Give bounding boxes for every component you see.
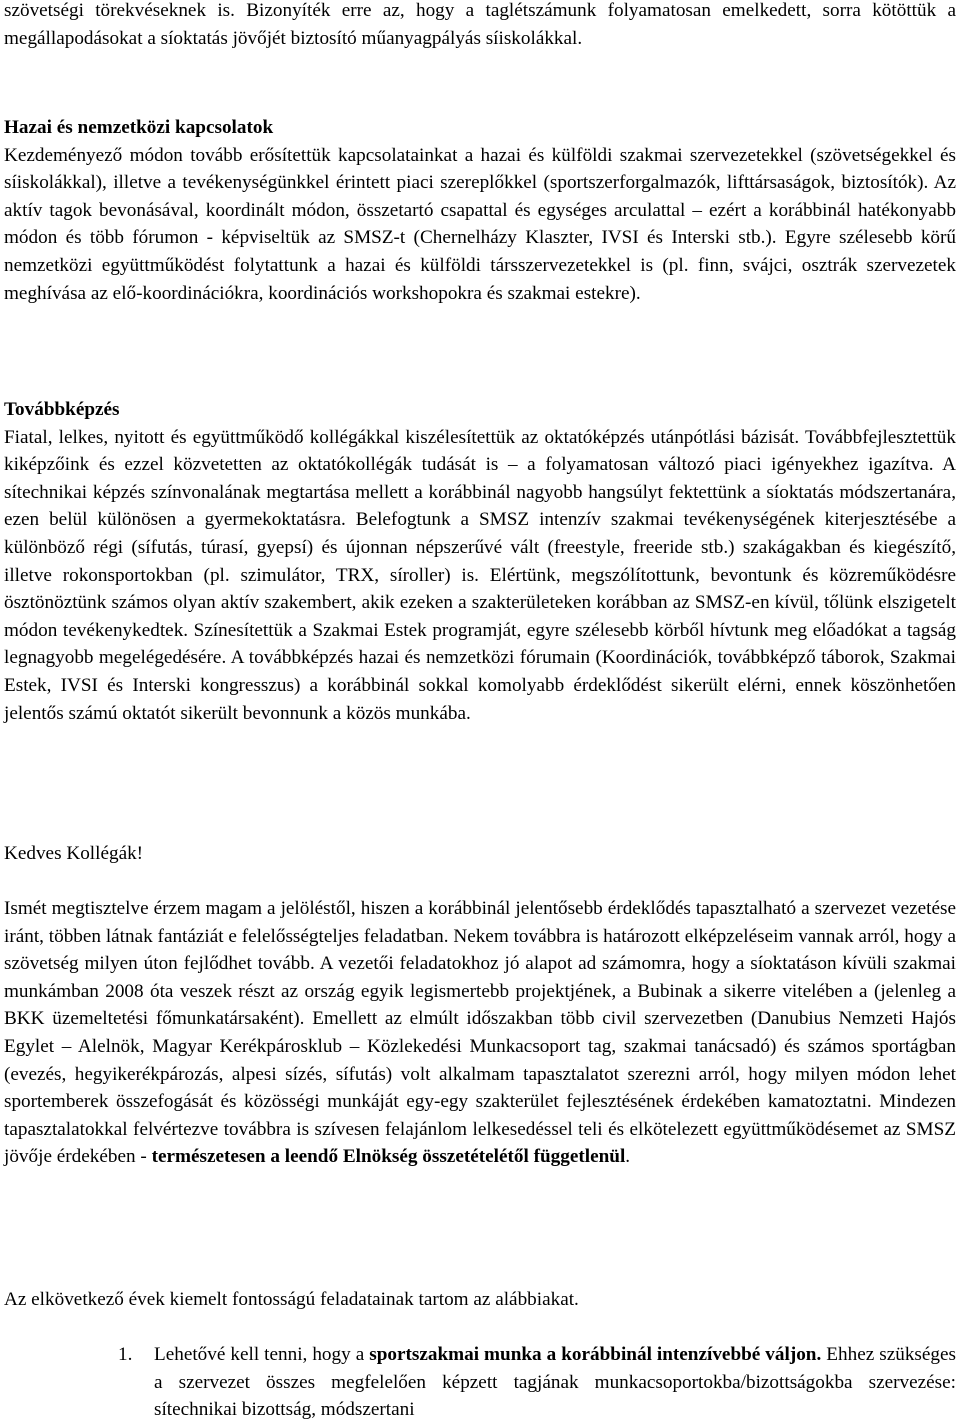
list-item-text bbox=[154, 1341, 956, 1424]
paragraph-text: Ismét megtisztelve érzem magam a jelöléstől, hiszen a korábbinál jelentősebb érdeklődés tapasztalható a szervezet vezetése iránt, többen látnak fantáziát e felelősségteljes feladatban. Nekem továbbra is határozott elképzeléseim vannak arról, hogy a szövetség milyen úton fejlődhet tovább. A vezetői feladatokhoz jó alapot ad számomra, hogy a síoktatáson kívüli szakmai munkámban 2008 óta veszek részt az ország egyik legismertebb projektjének, a Bubinak a sikerre vitelében a (jelenleg a BKK üzemeltetési főmunkatársaként). Emellett az elmúlt időszakban több civil szervezetben (Danubius Nemzeti Hajós Egylet – Alelnök, Magyar Kerékpárosklub – Közlekedési Munkacsoport tag, szakmai tanácsadó) és számos sportágban (evezés, hegyikerékpározás, alpesi sízés, sífutás) volt alkalmam tapasztalatot szerezni arról, hogy milyen módon lehet sportemberek összefogását és közösségi munkáját egy-egy szakterület fejlesztésének érdekében kamatoztatni. Mindezen tapasztalatokkal felvértezve továbbra is szívesen felajánlom lelkesedéssel teli és elkötelezett együttműködésemet az SMSZ jövője érdekében - bbox=[4, 898, 956, 1168]
section-heading: Továbbképzés bbox=[4, 399, 120, 420]
candidacy-paragraph bbox=[4, 895, 956, 1171]
list-text-pre: Lehetővé kell tenni, hogy a bbox=[154, 1344, 370, 1365]
section-heading: Hazai és nemzetközi kapcsolatok bbox=[4, 117, 274, 138]
section-body: Kezdeményező módon tovább erősítettük kapcsolatainkat a hazai és külföldi szakmai szervezetekkel (szövetségekkel és síiskolákkal), illetve a tevékenységünkkel érintett piaci szereplőkkel (sportszerforgalmazók, lifttársaságok, biztosítók). Az aktív tagok bevonásával, koordinált módon, összetartó csapattal és egységes arculattal – ezért a korábbinál hatékonyabb módon és több fórumon - képviseltük az SMSZ-t (Chernelházy Klaszter, IVSI és Interski stb.). Egyre szélesebb körű nemzetközi együttműködést folytattunk a hazai és külföldi társszervezetekkel is (pl. finn, svájci, osztrák szervezetek meghívása az elő-koordinációkra, koordinációs workshopokra és szakmai estekre). bbox=[4, 144, 956, 304]
list-item bbox=[118, 1341, 956, 1424]
tasks-intro: Az elkövetkező évek kiemelt fontosságú feladatainak tartom az alábbiakat. bbox=[4, 1289, 579, 1310]
paragraph-end: . bbox=[625, 1146, 631, 1168]
section-body: Fiatal, lelkes, nyitott és együttműködő kollégákkal kiszélesítettük az oktatóképzés utánpótlási bázisát. Továbbfejlesztettük kiképzőink és ezzel közvetetten az oktatókollégák tudását is – a folyamatosan változó piaci igényekhez igazítva. A sítechnikai képzés színvonalának megtartása mellett a korábbinál nagyobb hangsúlyt fektettünk a síoktatás módszertanára, ezen belül különösen a gyermekoktatásra. Belefogtunk a SMSZ intenzív szakmai tevékenységének kiterjesztésébe a különböző régi (sífutás, túrasí, gyepsí) és újonnan népszerűvé vált (freestyle, freeride stb.) szakágakban és kiegészítő, illetve rokonsportokban (pl. szimulátor, TRX, síroller) is. Elértünk, megszólítottunk, bevontunk és közreműködésre ösztönöztünk számos olyan aktív szakembert, akik ezeken a szakterületeken korábban az SMSZ-en kívül, tőlünk elszigetelt módon tevékenykedtek. Színesítettük a Szakmai Estek programját, egyre szélesebb körből hívtunk meg előadókat a tagság legnagyobb megelégedésére. A továbbképzés hazai és nemzetközi fórumain (Koordinációk, továbbképző táborok, Szakmai Estek, IVSI és Interski kongresszus) a korábbinál sokkal komolyabb érdeklődést sikerült elérni, ennek köszönhetően jelentős számú oktatót sikerült bevonnunk a közös munkába. bbox=[4, 426, 956, 724]
section-international-relations bbox=[4, 114, 956, 307]
section-training bbox=[4, 396, 956, 727]
emphasis-text: természetesen a leendő Elnökség összetételétől függetlenül bbox=[151, 1146, 626, 1168]
intro-paragraph: szövetségi törekvéseknek is. Bizonyíték erre az, hogy a taglétszámunk folyamatosan emelkedett, sorra kötöttük a megállapodásokat a síoktatás jövőjét biztosító műanyagpályás síiskolákkal. bbox=[4, 0, 956, 49]
greeting: Kedves Kollégák! bbox=[4, 843, 144, 864]
list-text-bold: sportszakmai munka a korábbinál intenzívebbé váljon. bbox=[369, 1344, 822, 1365]
list-number: 1. bbox=[118, 1344, 133, 1365]
list-text-post: Ehhez szükséges a szervezet összes megfelelően képzett tagjának munkacsoportokba/bizottságokba szervezése: sítechnikai bizottság, módszertani bbox=[154, 1344, 956, 1421]
